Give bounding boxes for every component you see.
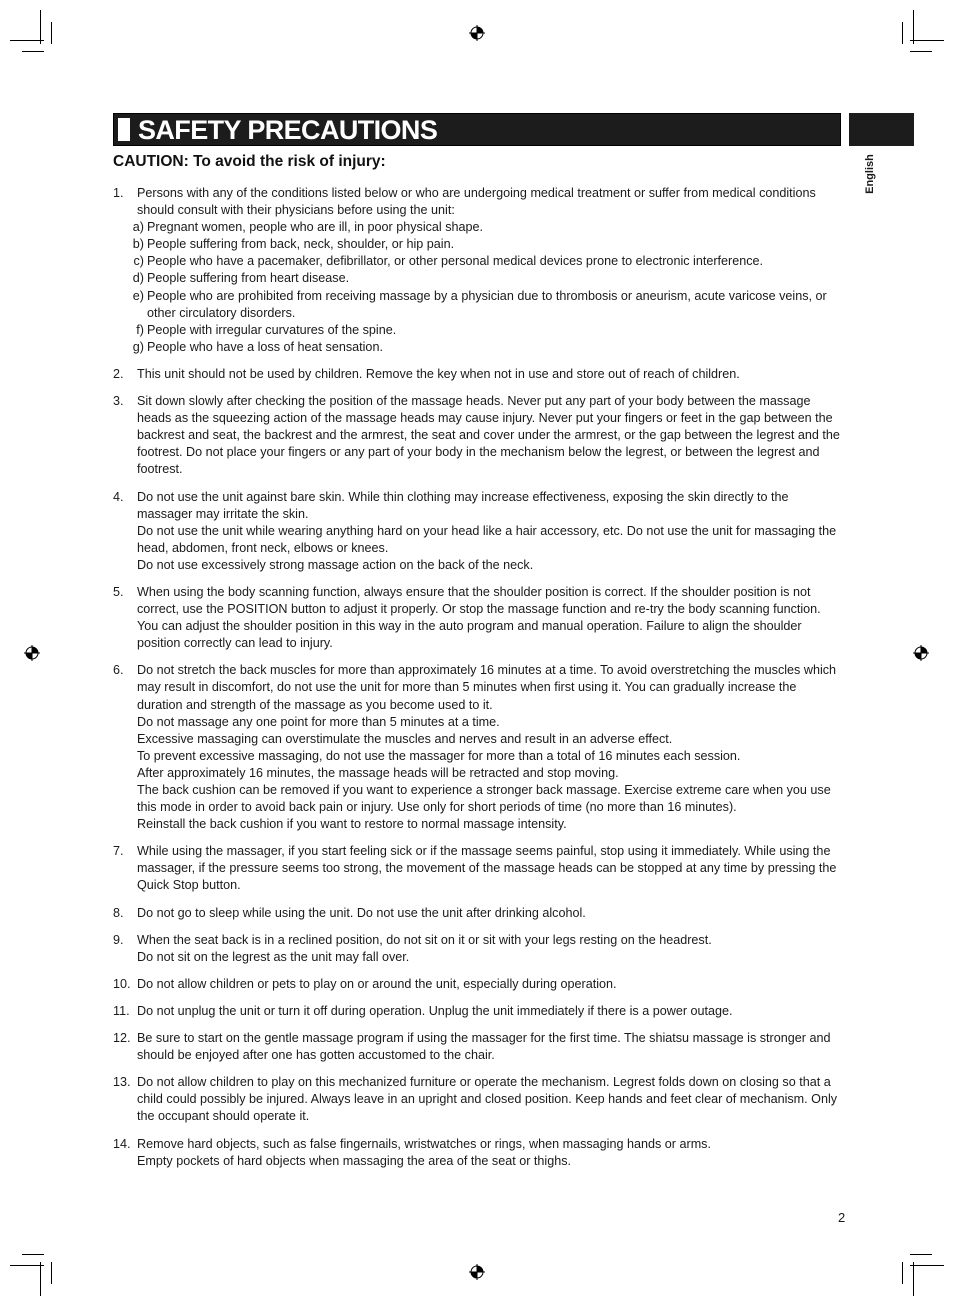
item-text: After approximately 16 minutes, the massage heads will be retracted and stop moving. — [137, 765, 619, 780]
sub-item-label: g) — [132, 339, 144, 354]
item-text: While using the massager, if you start feeling sick or if the massage seems painful, stop using it immediately. While using the massager, if the pressure seems too strong, the movement of the massage heads can be stopped at any time by pressing the Quick Stop button. — [137, 844, 837, 893]
item-number: 13. — [113, 1075, 131, 1090]
page-number: 2 — [838, 1210, 846, 1225]
sub-item-text: Pregnant women, people who are ill, in poor physical shape. — [147, 220, 484, 235]
item-number: 10. — [113, 976, 131, 991]
sub-item-label: b) — [132, 237, 144, 252]
item-text: Be sure to start on the gentle massage program if using the massager for the first time. The shiatsu massage is stronger and should be enjoyed after one has gotten accustomed to the chair. — [137, 1031, 831, 1063]
item-number: 1. — [113, 186, 124, 200]
sub-item-text: People suffering from heart disease. — [147, 271, 350, 286]
item-text: Do not use the unit while wearing anything hard on your head like a hair accessory, etc. Do not use the unit for massaging the head, abdomen, front neck, elbows or knees. — [137, 523, 837, 555]
item-text: Do not massage any one point for more than 5 minutes at a time. — [137, 714, 500, 729]
list-item — [113, 1030, 841, 1064]
list-item — [113, 584, 841, 652]
item-number: 2. — [113, 366, 124, 381]
list-item — [113, 366, 841, 383]
item-text: Reinstall the back cushion if you want to restore to normal massage intensity. — [137, 817, 567, 832]
item-number: 12. — [113, 1031, 131, 1046]
sub-item-label: e) — [132, 288, 144, 303]
list-item — [113, 185, 841, 356]
list-item — [113, 662, 841, 833]
item-text: This unit should not be used by children. Remove the key when not in use and store out of reach of children. — [137, 366, 740, 381]
sub-item — [130, 219, 841, 236]
item-number: 6. — [113, 663, 124, 678]
list-item — [113, 393, 841, 478]
caution-heading: CAUTION: To avoid the risk of injury: — [113, 153, 386, 170]
sub-item — [130, 236, 841, 253]
language-tab-bar — [849, 113, 914, 146]
item-text: Do not sit on the legrest as the unit may fall over. — [137, 949, 410, 964]
sub-item — [130, 288, 841, 322]
item-text: Do not use excessively strong massage action on the back of the neck. — [137, 557, 534, 572]
sub-item-text: People with irregular curvatures of the spine. — [147, 322, 397, 337]
item-text: Do not use the unit against bare skin. While thin clothing may increase effectiveness, exposing the skin directly to the massager may irritate the skin. — [137, 489, 789, 521]
item-number: 11. — [113, 1003, 130, 1018]
item-number: 14. — [113, 1136, 131, 1151]
item-text: Do not go to sleep while using the unit. Do not use the unit after drinking alcohol. — [137, 905, 586, 920]
title-bar — [113, 113, 841, 146]
item-text: Do not stretch the back muscles for more than approximately 16 minutes at a time. To avoid overstretching the muscles which may result in discomfort, do not use the unit for more than 5 minutes when first using it. You can gradually increase the duration and strength of the massage as you become used to it. — [137, 663, 837, 712]
list-item — [113, 905, 841, 922]
sub-item-text: People suffering from back, neck, shoulder, or hip pain. — [147, 237, 455, 252]
item-text: Remove hard objects, such as false fingernails, wristwatches or rings, when massaging hands or arms. — [137, 1136, 711, 1151]
registration-mark-icon — [913, 645, 929, 661]
list-item — [113, 1136, 841, 1170]
list-item — [113, 932, 841, 966]
item-number: 3. — [113, 394, 124, 409]
sub-item-text: People who are prohibited from receiving massage by a physician due to thrombosis or aneurism, acute varicose veins, or other circulatory disorders. — [147, 288, 827, 320]
sub-item — [130, 322, 841, 339]
sub-item — [130, 270, 841, 287]
item-text: Excessive massaging can overstimulate the muscles and nerves and result in an adverse effect. — [137, 731, 673, 746]
list-item — [113, 976, 841, 993]
language-label: English — [864, 154, 876, 194]
list-item — [113, 1003, 841, 1020]
sub-item-text: People who have a loss of heat sensation. — [147, 339, 383, 354]
sub-item-label: d) — [132, 271, 144, 286]
item-text: When using the body scanning function, always ensure that the shoulder position is correct. If the shoulder position is not correct, use the POSITION button to adjust it properly. Or stop the massage function and re-try the body scanning function. You can adjust the shoulder position in this way in the auto program and manual operation. Failure to align the shoulder position correctly can lead to injury. — [137, 584, 821, 651]
item-text: When the seat back is in a reclined position, do not sit on it or sit with your legs resting on the headrest. — [137, 932, 712, 947]
precautions-list — [113, 185, 841, 1180]
sub-item-label: c) — [133, 254, 144, 269]
item-number: 8. — [113, 905, 124, 920]
item-text: The back cushion can be removed if you want to experience a stronger back massage. Exercise extreme care when you use this mode in order to avoid back pain or injury. Use only for short periods of time (no more than 16 minutes). — [137, 783, 831, 815]
sub-item — [130, 339, 841, 356]
list-item — [113, 489, 841, 574]
item-number: 7. — [113, 844, 124, 859]
item-text: Sit down slowly after checking the position of the massage heads. Never put any part of your body between the massage heads as the squeezing action of the massage heads may cause injury. Never put your fingers or feet in the gap between the backrest and seat, the backrest and the armrest, the seat and cover under the armrest, or the gap between the legrest and the footrest. Do not place your fingers or any part of your body in the mechanism below the legrest, or between the legrest and footrest. — [137, 394, 840, 477]
item-text: Persons with any of the conditions listed below or who are undergoing medical treatment or suffer from medical conditions should consult with their physicians before using the unit: — [137, 186, 816, 218]
sub-item-label: f) — [136, 322, 144, 337]
sub-item-label: a) — [132, 220, 144, 235]
item-text: Do not unplug the unit or turn it off during operation. Unplug the unit immediately if there is a power outage. — [137, 1003, 733, 1018]
sub-item — [130, 253, 841, 270]
item-number: 4. — [113, 489, 124, 504]
item-number: 9. — [113, 932, 124, 947]
registration-mark-icon — [469, 1264, 485, 1280]
title-marker — [118, 118, 130, 141]
list-item — [113, 1074, 841, 1125]
page-title: SAFETY PRECAUTIONS — [138, 115, 438, 145]
list-item — [113, 843, 841, 894]
sub-list — [130, 219, 841, 356]
item-text: Do not allow children or pets to play on or around the unit, especially during operation. — [137, 976, 617, 991]
item-text: Empty pockets of hard objects when massaging the area of the seat or thighs. — [137, 1153, 572, 1168]
item-number: 5. — [113, 584, 124, 599]
sub-item-text: People who have a pacemaker, defibrillator, or other personal medical devices prone to electronic interference. — [147, 254, 764, 269]
registration-mark-icon — [24, 645, 40, 661]
item-text: Do not allow children to play on this mechanized furniture or operate the mechanism. Legrest folds down on closing so that a child could possibly be injured. Always leave in an upright and closed position. Keep hands and feet clear of mechanism. Only the occupant should operate it. — [137, 1075, 838, 1124]
registration-mark-icon — [469, 25, 485, 41]
item-text: To prevent excessive massaging, do not use the massager for more than a total of 16 minutes each session. — [137, 748, 741, 763]
